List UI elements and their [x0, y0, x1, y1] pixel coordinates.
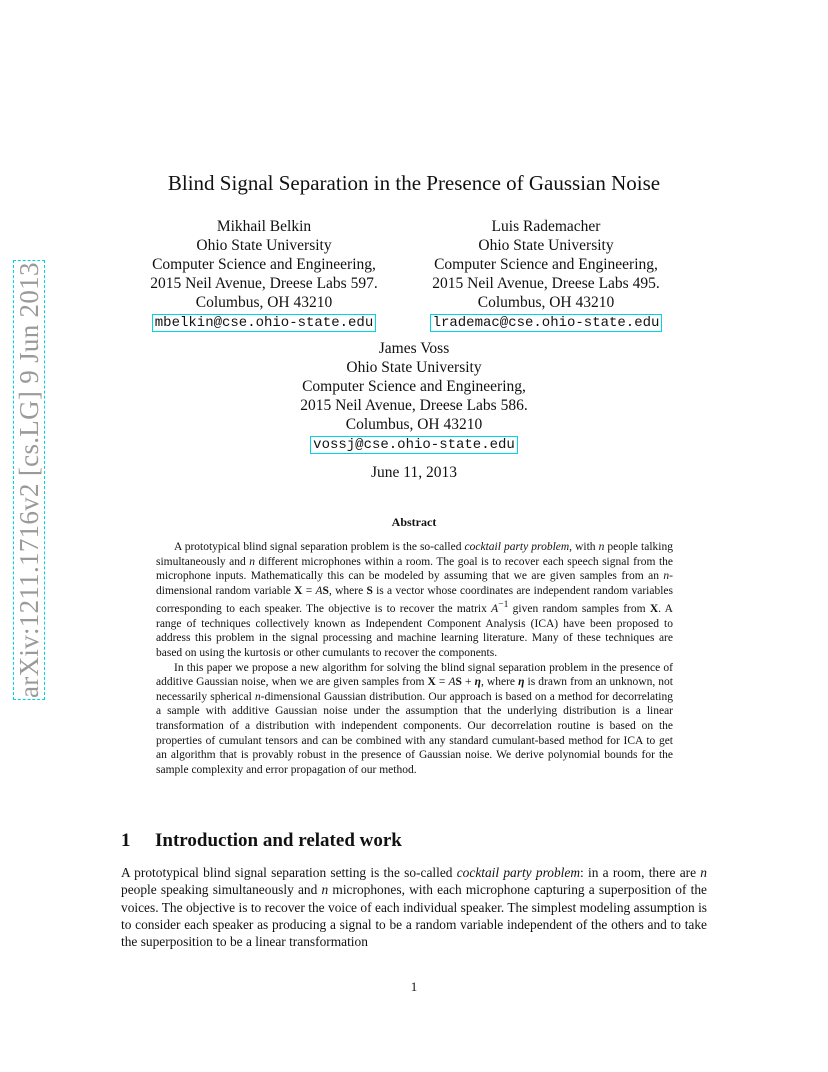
author-email-link[interactable]: lrademac@cse.ohio-state.edu [430, 314, 663, 332]
author-name: Luis Rademacher [491, 218, 601, 235]
abstract-body [156, 540, 673, 777]
abstract-paragraph: A prototypical blind signal separation problem is the so-called cocktail party problem, with n people talking simultaneously and n different microphones within a room. The goal is to recover each speech signal from the microphone inputs. Mathematically this can be modeled by assuming that we are given samples from an n-dimensional random variable X = AS, where S is a vector whose coordinates are independent random variables corresponding to each speaker. The objective is to recover the matrix $A^{-1}$ given random samples from X. A range of techniques collectively known as Independent Component Analysis (ICA) have been proposed to address this problem in the signal processing and machine learning literature. Many of these techniques are based on using the kurtosis or other cumulants to recover the components. [156, 541, 673, 659]
author-name: Mikhail Belkin [216, 218, 312, 235]
section-title-text: Introduction and related work [155, 830, 402, 851]
author-city: Columbus, OH 43210 [195, 294, 333, 311]
author-department: Computer Science and Engineering, [302, 378, 526, 395]
author-email-link[interactable]: mbelkin@cse.ohio-state.edu [152, 314, 376, 332]
paper-title: Blind Signal Separation in the Presence of Gaussian Noise [167, 171, 661, 195]
author-address: 2015 Neil Avenue, Dreese Labs 597. [150, 275, 378, 292]
paper-date: June 11, 2013 [371, 464, 457, 481]
author-address: 2015 Neil Avenue, Dreese Labs 495. [432, 275, 660, 292]
author-affiliation: Ohio State University [196, 237, 332, 254]
author-block-rademacher [407, 217, 685, 333]
intro-paragraph: A prototypical blind signal separation setting is the so-called cocktail party problem: in a room, there are n people speaking simultaneously and n microphones, with each microphone capturing a superposition of the voices. The objective is to recover the voice of each individual speaker. The simplest modeling assumption is to consider each speaker as producing a signal to be a random variable independent of the others and to take the superposition to be a linear transformation [121, 865, 707, 950]
author-city: Columbus, OH 43210 [477, 294, 615, 311]
author-block-belkin [126, 217, 402, 333]
section-number: 1 [121, 830, 131, 851]
author-block-voss [264, 339, 564, 455]
author-address: 2015 Neil Avenue, Dreese Labs 586. [300, 397, 528, 414]
author-department: Computer Science and Engineering, [152, 256, 376, 273]
arxiv-id-text: arXiv:1211.1716v2 [cs.LG] 9 Jun 2013 [14, 262, 44, 698]
author-department: Computer Science and Engineering, [434, 256, 658, 273]
author-name: James Voss [378, 340, 450, 357]
author-city: Columbus, OH 43210 [345, 416, 483, 433]
author-affiliation: Ohio State University [346, 359, 482, 376]
page-number: 1 [410, 979, 418, 994]
abstract-paragraph: In this paper we propose a new algorithm for solving the blind signal separation problem in the presence of additive Gaussian noise, when we are given samples from X = AS + η, where η is drawn from an unknown, not necessarily spherical n-dimensional Gaussian distribution. Our approach is based on a method for decorrelating a sample with additive Gaussian noise under the assumption that the underlying distribution is a linear transformation of a distribution with independent components. Our decorrelation routine is based on the properties of cumulant tensors and can be combined with any standard cumulant-based method for ICA to get an algorithm that is provably robust in the presence of Gaussian noise. We derive polynomial bounds for the sample complexity and error propagation of our method. [156, 661, 673, 776]
section-heading [121, 830, 402, 852]
author-affiliation: Ohio State University [478, 237, 614, 254]
author-email-link[interactable]: vossj@cse.ohio-state.edu [310, 436, 518, 454]
abstract-heading: Abstract [391, 515, 437, 529]
